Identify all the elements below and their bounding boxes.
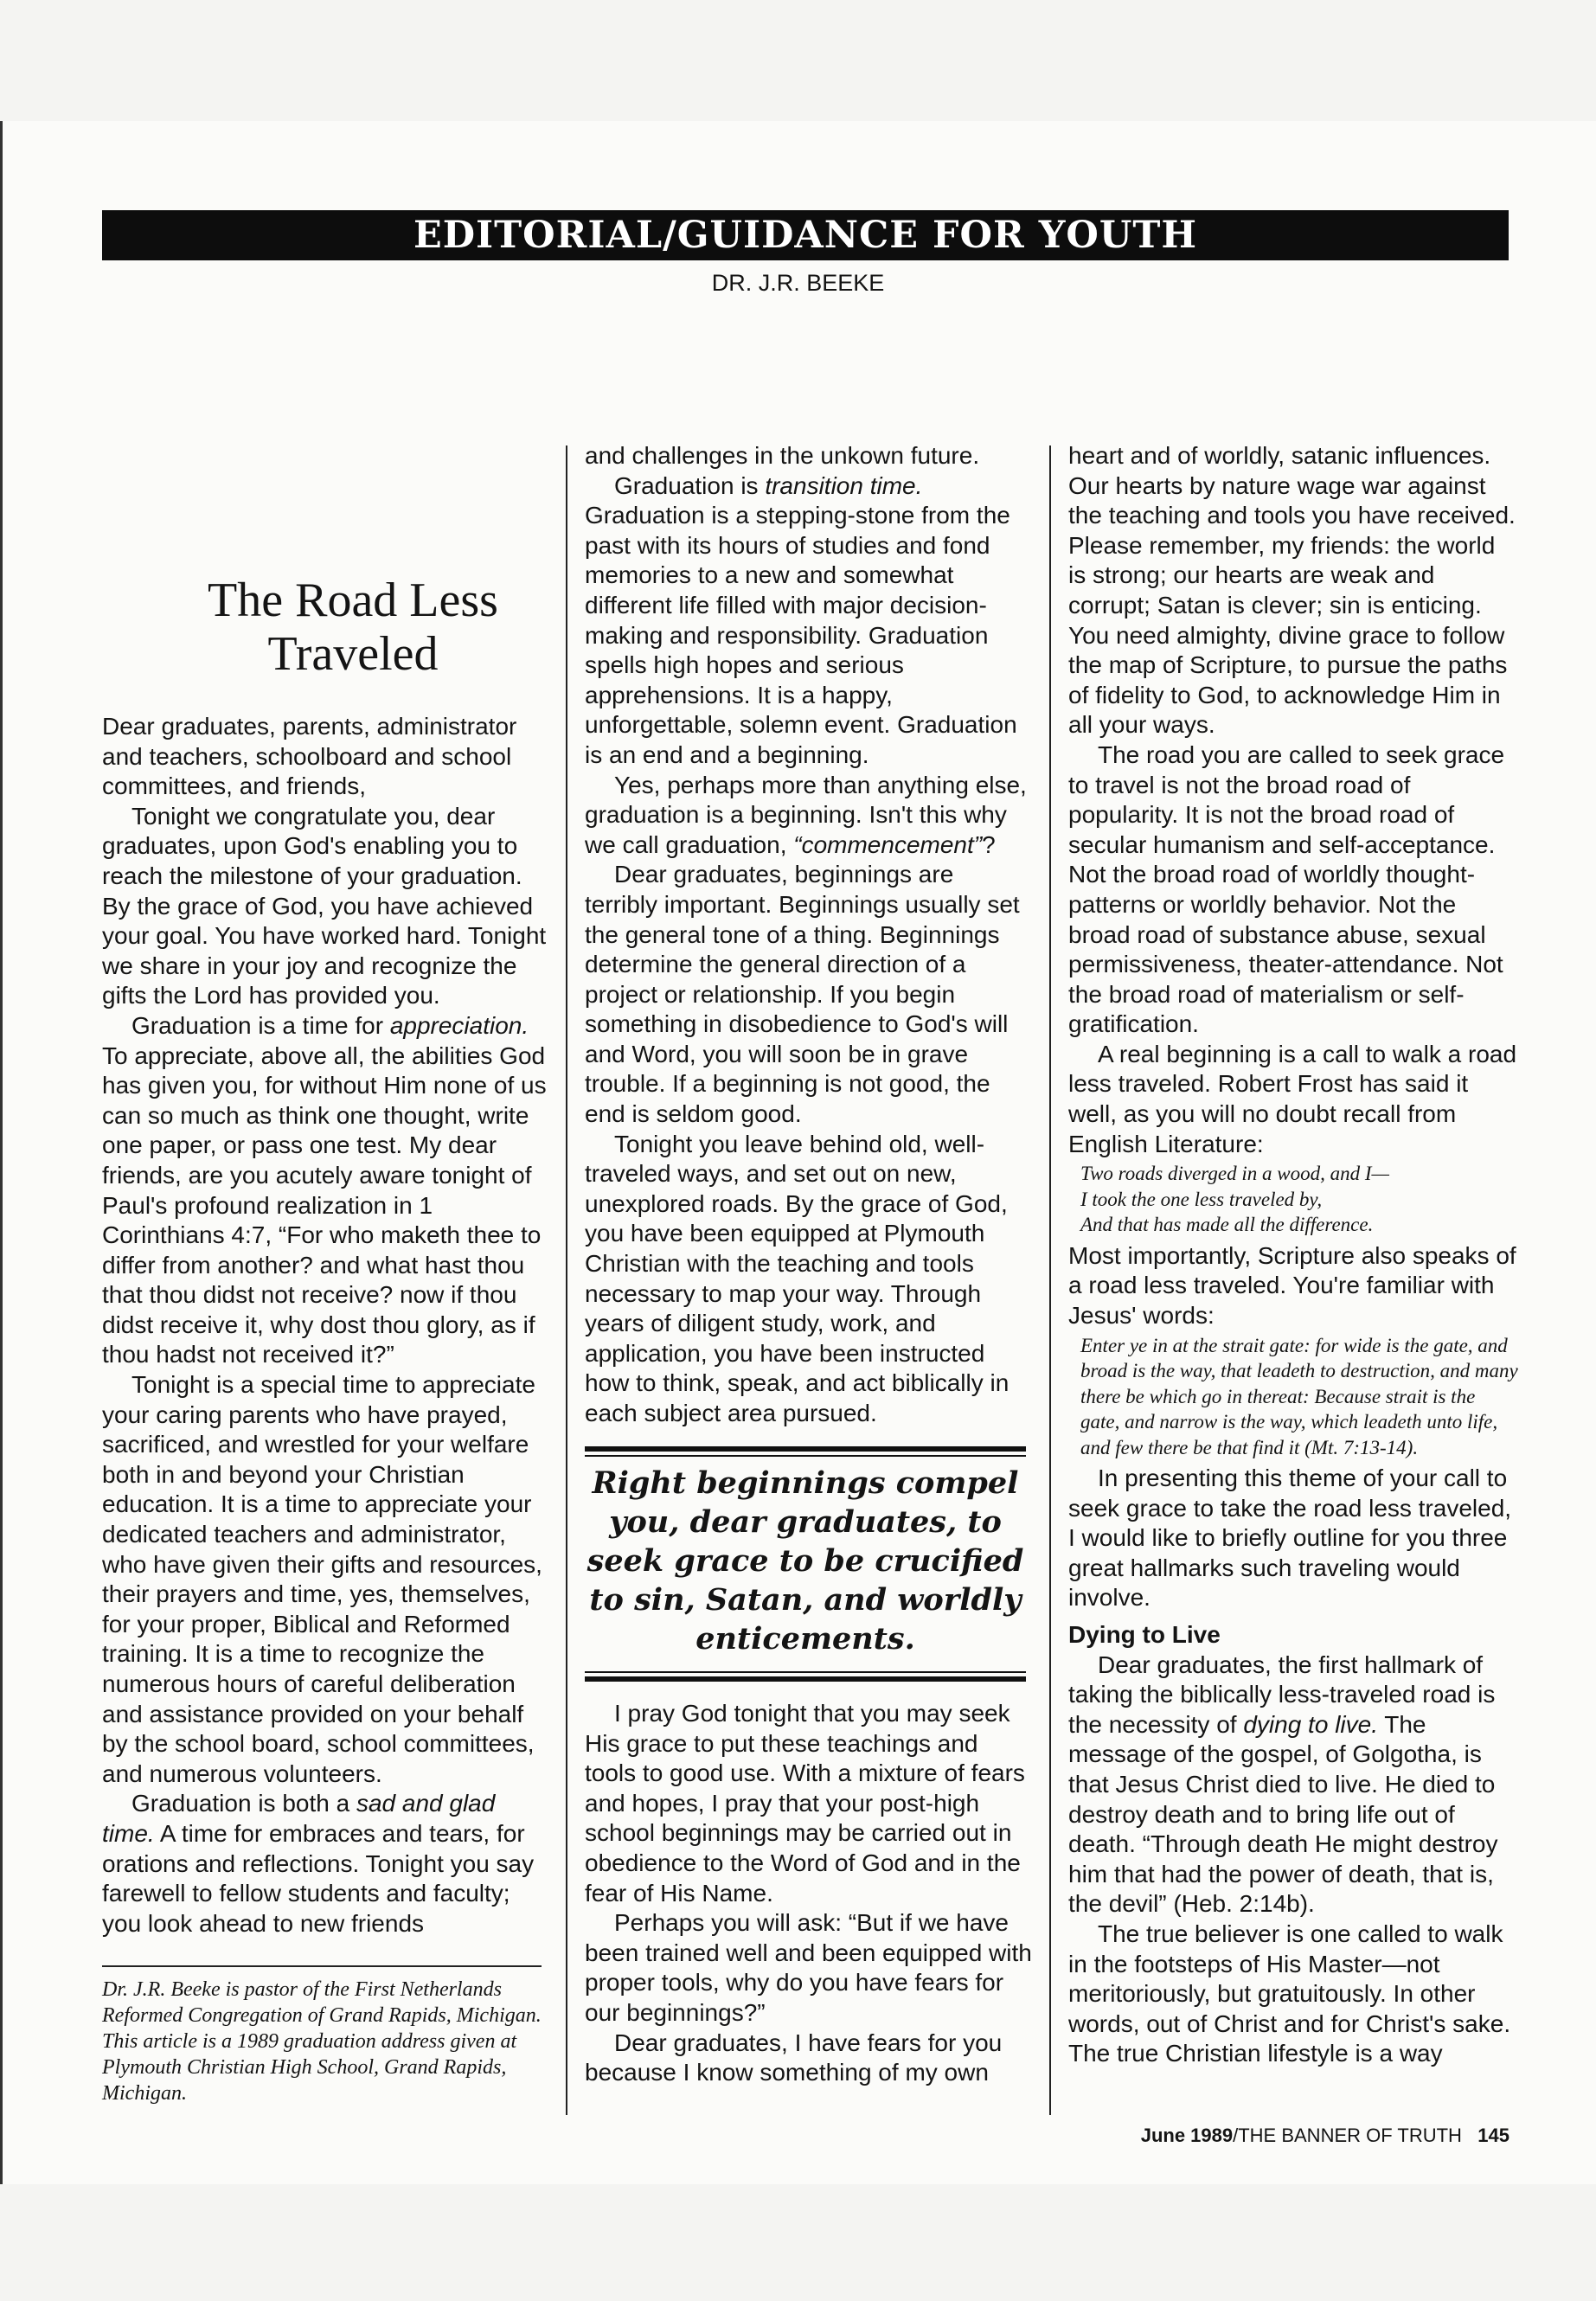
paragraph: Graduation is a time for appreciation. To appreciate, above all, the abilities God has given you, for without Him none of us can so much as think one thought, write one paper, or pass one test. My dear friends, are you acutely aware tonight of Paul's profound realization in 1 Corinthians 4:7, “For who maketh thee to differ from another? and what hast thou that thou didst not receive? now if thou didst receive it, why dost thou glory, as if thou hadst not received it?”: [102, 1011, 547, 1368]
paragraph: Tonight we congratulate you, dear graduates, upon God's enabling you to reach the milestone of your graduation. By the grace of God, you have achieved your goal. You have worked hard. Tonight we share in your joy and recognize the gifts the Lord has provided you.: [102, 802, 547, 1009]
poem-quote: Two roads diverged in a wood, and I— I took the one less traveled by, And that has made all the difference.: [1080, 1163, 1389, 1236]
column-divider: [566, 445, 567, 2115]
paragraph: Dear graduates, the first hallmark of taking the biblically less-traveled road is the necessity of dying to live. The message of the gospel, of Golgotha, is that Jesus Christ died to live. He died to destroy death and to bring life out of death. “Through death He might destroy him that had the power of death, that is, the devil” (Heb. 2:14b).: [1068, 1650, 1498, 1918]
paragraph: Graduation is both a sad and glad time. A time for embraces and tears, for orations and reflections. Tonight you say farewell to fellow students and faculty; you look ahead to new friends: [102, 1790, 535, 1937]
paragraph: Dear graduates, beginnings are terribly important. Beginnings usually set the general tone of a thing. Beginnings determine the general direction of a project or relationship. If you begin something in disobedience to God's will and Word, you will soon be in grave trouble. If a beginning is not good, the end is seldom good.: [585, 861, 1020, 1128]
paragraph: and challenges in the unkown future.: [585, 442, 980, 469]
publication-name: /THE BANNER OF TRUTH: [1233, 2125, 1462, 2146]
paragraph: Most importantly, Scripture also speaks of a road less traveled. You're familiar with Jesus' words:: [1068, 1241, 1516, 1329]
pull-quote: Right beginnings compel you, dear graduates, to seek grace to be crucified to sin, Satan, and worldly enticements.: [586, 1465, 1024, 1657]
page-footer: [1141, 2125, 1509, 2147]
page-number: 145: [1477, 2125, 1509, 2146]
column-2: [585, 441, 1033, 1429]
paragraph: Tonight you leave behind old, well-traveled ways, and set out on new, unexplored roads. By the grace of God, you have been equipped at Plymouth Christian with the teaching and tools necessary to map your way. Through years of diligent study, work, and application, you have been instructed how to think, speak, and act biblically in each subject area pursued.: [585, 1130, 1010, 1426]
pullquote-bottom-rule: [585, 1671, 1026, 1682]
pullquote-top-rule: [585, 1446, 1026, 1457]
article-title: [102, 574, 604, 681]
paragraph: Tonight is a special time to appreciate your caring parents who have prayed, sacrificed, and wrestled for your welfare both in and beyond your Christian education. It is a time to appreciate your dedicated teachers and administrator, who have given their gifts and resources, their prayers and time, yes, themselves, for your proper, Biblical and Reformed training. It is a time to recognize the numerous hours of careful deliberation and assistance provided on your behalf by the school board, school committees, and numerous volunteers.: [102, 1371, 542, 1787]
paragraph: In presenting this theme of your call to seek grace to take the road less traveled, I would like to briefly outline for you three great hallmarks such traveling would involve.: [1068, 1465, 1512, 1612]
author-byline: DR. J.R. BEEKE: [711, 270, 885, 296]
paragraph: Perhaps you will ask: “But if we have been trained well and been equipped with proper tools, why do you have fears for our beginnings?”: [585, 1909, 1032, 2026]
section-subheading: Dying to Live: [1068, 1621, 1221, 1648]
column-divider: [1049, 445, 1051, 2115]
paragraph: A real beginning is a call to walk a road less traveled. Robert Frost has said it well, as you will no doubt recall from English Literature:: [1068, 1040, 1517, 1157]
paragraph: The true believer is one called to walk in the footsteps of His Master—not meritoriously, but gratuitously. In other words, out of Christ and for Christ's sake. The true Christian lifestyle is a way: [1068, 1920, 1511, 2067]
column-2-continued: [585, 1699, 1033, 2088]
page-edge: [0, 121, 3, 2184]
title-line-2: Traveled: [267, 627, 439, 681]
column-1: [102, 712, 550, 1939]
paragraph: Dear graduates, I have fears for you because I know something of my own: [585, 2029, 1003, 2086]
scripture-quote: Enter ye in at the strait gate: for wide is the gate, and broad is the way, that leadeth to destruction, and many there be which go in thereat: Because strait is the gate, and narrow is the way, which leadeth unto life, and few there be that find it (Mt. 7:13-14).: [1080, 1334, 1518, 1458]
paragraph: Graduation is transition time. Graduation is a stepping-stone from the past with its hours of studies and fond memories to a new and somewhat different life filled with major decision-making and responsibility. Graduation spells high hopes and serious apprehensions. It is a happy, unforgettable, solemn event. Graduation is an end and a beginning.: [585, 471, 1017, 768]
section-banner: EDITORIAL/GUIDANCE FOR YOUTH: [102, 210, 1509, 260]
issue-date: June 1989: [1140, 2125, 1234, 2146]
paragraph: The road you are called to seek grace to travel is not the broad road of popularity. It is not the broad road of secular humanism and self-acceptance. Not the broad road of worldly thought-patterns or worldly behavior. Not the broad road of substance abuse, sexual permissiveness, theater-attendance. Not the broad road of materialism or self-gratification.: [1068, 740, 1505, 1038]
paragraph: Yes, perhaps more than anything else, graduation is a beginning. Isn't this why we call graduation, “commencement”?: [585, 771, 1027, 858]
column-3: [1068, 441, 1518, 2069]
title-line-1: The Road Less: [208, 574, 498, 627]
paragraph: heart and of worldly, satanic influences. Our hearts by nature wage war against the teaching and tools you have received. Please remember, my friends: the world is strong; our hearts are weak and corrupt; Satan is clever; sin is enticing. You need almighty, divine grace to follow the map of Scripture, to pursue the paths of fidelity to God, to acknowledge Him in all your ways.: [1068, 442, 1516, 739]
paragraph: I pray God tonight that you may seek His grace to put these teachings and tools to good use. With a mixture of fears and hopes, I pray that your post-high school beginnings may be carried out in obedience to the Word of God and in the fear of His Name.: [585, 1700, 1025, 1907]
bio-divider: [102, 1965, 542, 1967]
author-bio: Dr. J.R. Beeke is pastor of the First Netherlands Reformed Congregation of Grand Rapids, Michigan. This article is a 1989 graduation address given at Plymouth Christian High School, Grand Rapids, Michigan.: [102, 1978, 542, 2105]
paragraph: Dear graduates, parents, administrator and teachers, schoolboard and school committees, and friends,: [102, 713, 517, 800]
